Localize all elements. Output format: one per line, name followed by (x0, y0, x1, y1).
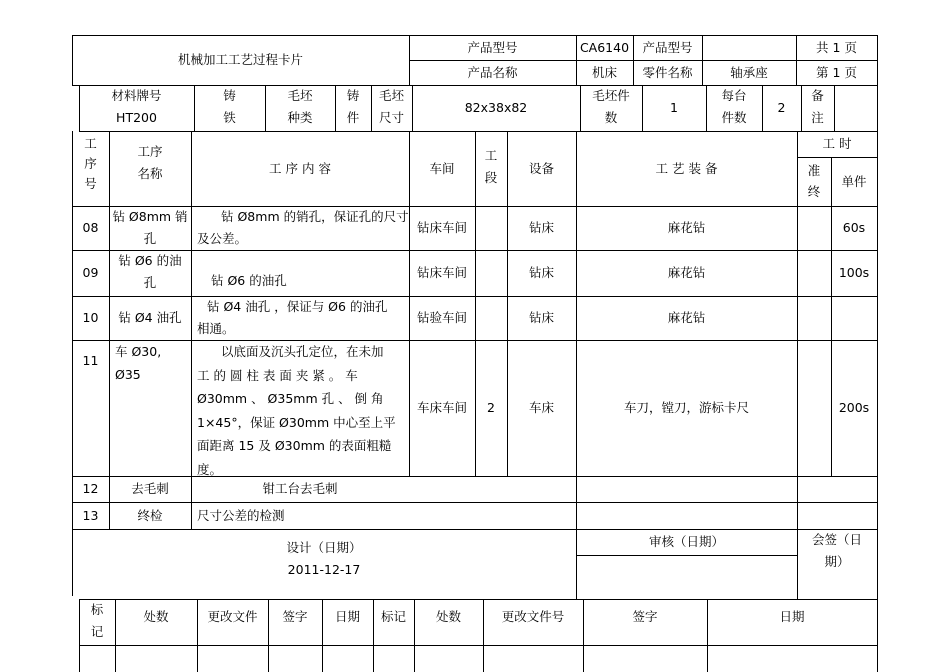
product-model-label-2: 产品型号 (642, 39, 693, 55)
per-unit-label: 每台 件数 (721, 88, 747, 125)
rev-date-2: 日期 (779, 609, 805, 624)
card-title: 机械加工工艺过程卡片 (177, 52, 303, 67)
rev-change-doc: 更改文件 (207, 609, 258, 624)
col-equipment: 设备 (528, 160, 554, 176)
product-model-value: CA6140 (579, 39, 630, 55)
workshop: 车床车间 (416, 400, 467, 415)
op-no: 12 (82, 481, 99, 496)
col-op-no: 工 序 号 (84, 136, 97, 191)
op-no: 13 (82, 507, 99, 523)
op-name: 终检 (137, 507, 163, 523)
col-prep-time: 准 终 (807, 163, 821, 199)
equipment: 钻床 (528, 310, 554, 325)
op-name: 去毛刺 (131, 481, 169, 496)
col-unit-time: 单件 (841, 173, 867, 189)
equipment: 车床 (528, 400, 554, 415)
rev-mark: 标 记 (90, 602, 104, 639)
col-op-name: 工序 名称 (137, 144, 163, 181)
op-name: 车 Ø30, Ø35 (115, 344, 162, 382)
blank-count-label: 毛坯件 数 (592, 88, 630, 125)
unit-time: 200s (838, 400, 870, 415)
product-name-value: 机床 (591, 64, 617, 80)
op-no: 08 (82, 220, 99, 235)
material-value: HT200 (116, 110, 157, 125)
workshop: 钻床车间 (416, 265, 467, 280)
page-number: 第 1 页 (816, 64, 857, 80)
blank-size-label: 毛坯 尺寸 (378, 88, 404, 125)
per-unit-value: 2 (777, 100, 786, 115)
op-no: 09 (82, 265, 99, 280)
op-content: 钻 Ø4 油孔 ，保证与 Ø6 的油孔 相通。 (197, 299, 388, 336)
rev-date: 日期 (334, 609, 360, 624)
workshop: 钻床车间 (416, 220, 467, 235)
op-name: 钻 Ø4 油孔 (118, 310, 182, 325)
rev-change-doc-no: 更改文件号 (501, 609, 565, 624)
rev-count-2: 处数 (435, 609, 461, 624)
part-name-value: 轴承座 (730, 64, 768, 80)
op-no: 10 (82, 310, 99, 325)
design-date: 2011-12-17 (287, 562, 361, 577)
workshop: 钻验车间 (416, 310, 467, 325)
tooling: 麻花钻 (667, 265, 706, 280)
op-content: 尺寸公差的检测 (197, 507, 285, 523)
total-pages: 共 1 页 (816, 39, 857, 55)
tooling: 麻花钻 (667, 310, 706, 325)
casting-iron: 铸 铁 (223, 88, 236, 125)
unit-time: 60s (842, 220, 866, 235)
op-name: 钻 Ø6 的油 孔 (118, 253, 182, 290)
col-tooling: 工 艺 装 备 (655, 160, 718, 176)
blank-type-label: 毛坯 种类 (287, 88, 313, 125)
col-section: 工 段 (484, 148, 498, 185)
rev-sign-2: 签字 (632, 609, 658, 624)
col-op-content: 工 序 内 容 (269, 160, 331, 176)
op-content: 以底面及沉头孔定位，在未加 工 的 圆 柱 表 面 夹 紧 。 车 Ø30mm 、 Ø35mm 孔 、 倒 角 1×45°，保证 Ø30mm 中心至上平 面距离 15 及 Ø30mm 的表面粗糙 度。 (197, 344, 396, 477)
remark-label: 备 注 (811, 88, 824, 125)
product-model-label: 产品型号 (467, 39, 518, 55)
col-workshop: 车间 (429, 160, 455, 176)
blank-dimensions: 82x38x82 (464, 100, 528, 115)
op-content: 钻 Ø8mm 的销孔，保证孔的尺寸 及公差。 (197, 209, 409, 246)
op-content: 钻 Ø6 的油孔 (211, 273, 287, 288)
op-content: 钳工台去毛刺 (262, 481, 338, 496)
rev-mark-2: 标记 (380, 609, 406, 624)
casting-part: 铸 件 (346, 88, 360, 125)
rev-count: 处数 (143, 609, 169, 624)
blank-count-value: 1 (670, 100, 678, 115)
countersign: 会签（日 期） (811, 532, 862, 569)
material-label: 材料牌号 HT200 (79, 85, 194, 131)
design-signature: 设计（日期） 2011-12-17 (72, 529, 576, 599)
tooling: 车刀，镗刀，游标卡尺 (623, 400, 749, 415)
equipment: 钻床 (528, 220, 554, 235)
review-signature: 审核（日期） (648, 534, 724, 549)
equipment: 钻床 (528, 265, 554, 280)
rev-sign: 签字 (282, 609, 308, 624)
op-name: 钻 Ø8mm 销 孔 (112, 209, 188, 246)
product-name-label: 产品名称 (467, 64, 518, 80)
part-name-label: 零件名称 (642, 64, 693, 80)
section: 2 (487, 400, 495, 415)
unit-time: 100s (838, 265, 870, 280)
col-work-hours: 工 时 (822, 136, 852, 151)
op-no: 11 (82, 353, 99, 368)
tooling: 麻花钻 (667, 220, 706, 235)
